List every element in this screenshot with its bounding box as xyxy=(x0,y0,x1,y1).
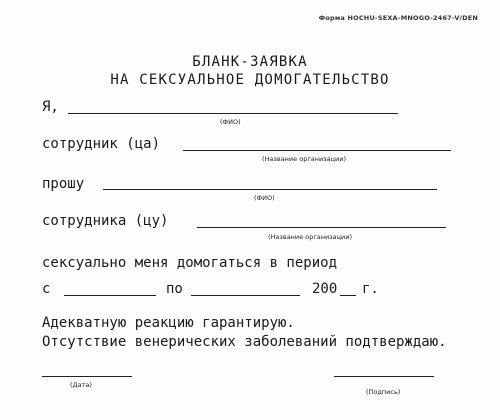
date-from-field[interactable] xyxy=(64,295,156,296)
proshu-label: прошу xyxy=(42,176,85,192)
org-caption-1: (Название организации) xyxy=(262,155,347,163)
statement-health: Отсутствие венерических заболеваний подтверждаю. xyxy=(42,334,447,350)
signature-field[interactable] xyxy=(334,376,434,377)
fio-caption-2: (ФИО) xyxy=(254,194,275,202)
applicant-name-field[interactable] xyxy=(68,113,398,114)
statement-reaction: Адекватную реакцию гарантирую. xyxy=(42,315,295,331)
fio-caption-1: (ФИО) xyxy=(220,118,241,126)
date-signature-field[interactable] xyxy=(42,376,132,377)
target-name-field[interactable] xyxy=(103,189,437,190)
to-label: по xyxy=(166,281,183,297)
date-caption: (Дата) xyxy=(70,381,92,389)
year-suffix: г. xyxy=(362,281,379,297)
form-code: Форма НОСНU-SEXA-MNOGO-2467-V/DEN xyxy=(318,14,478,22)
form-title: БЛАНК-ЗАЯВКА xyxy=(192,54,308,70)
from-label: с xyxy=(42,281,51,297)
form-subtitle: НА СЕКСУАЛЬНОЕ ДОМОГАТЕЛЬСТВО xyxy=(110,72,390,88)
org-caption-2: (Название организации) xyxy=(268,233,353,241)
target-org-field[interactable] xyxy=(197,227,446,228)
year-field[interactable] xyxy=(340,295,356,296)
year-prefix: 200 xyxy=(312,281,338,297)
applicant-org-field[interactable] xyxy=(183,150,451,151)
ya-label: Я, xyxy=(42,99,59,115)
period-text: сексуально меня домогаться в период xyxy=(42,255,338,271)
sotrudnik-label: сотрудник (ца) xyxy=(42,136,161,152)
date-to-field[interactable] xyxy=(191,295,300,296)
sotrudnika-label: сотрудника (цу) xyxy=(42,213,169,229)
signature-caption: (Подпись) xyxy=(366,388,401,396)
